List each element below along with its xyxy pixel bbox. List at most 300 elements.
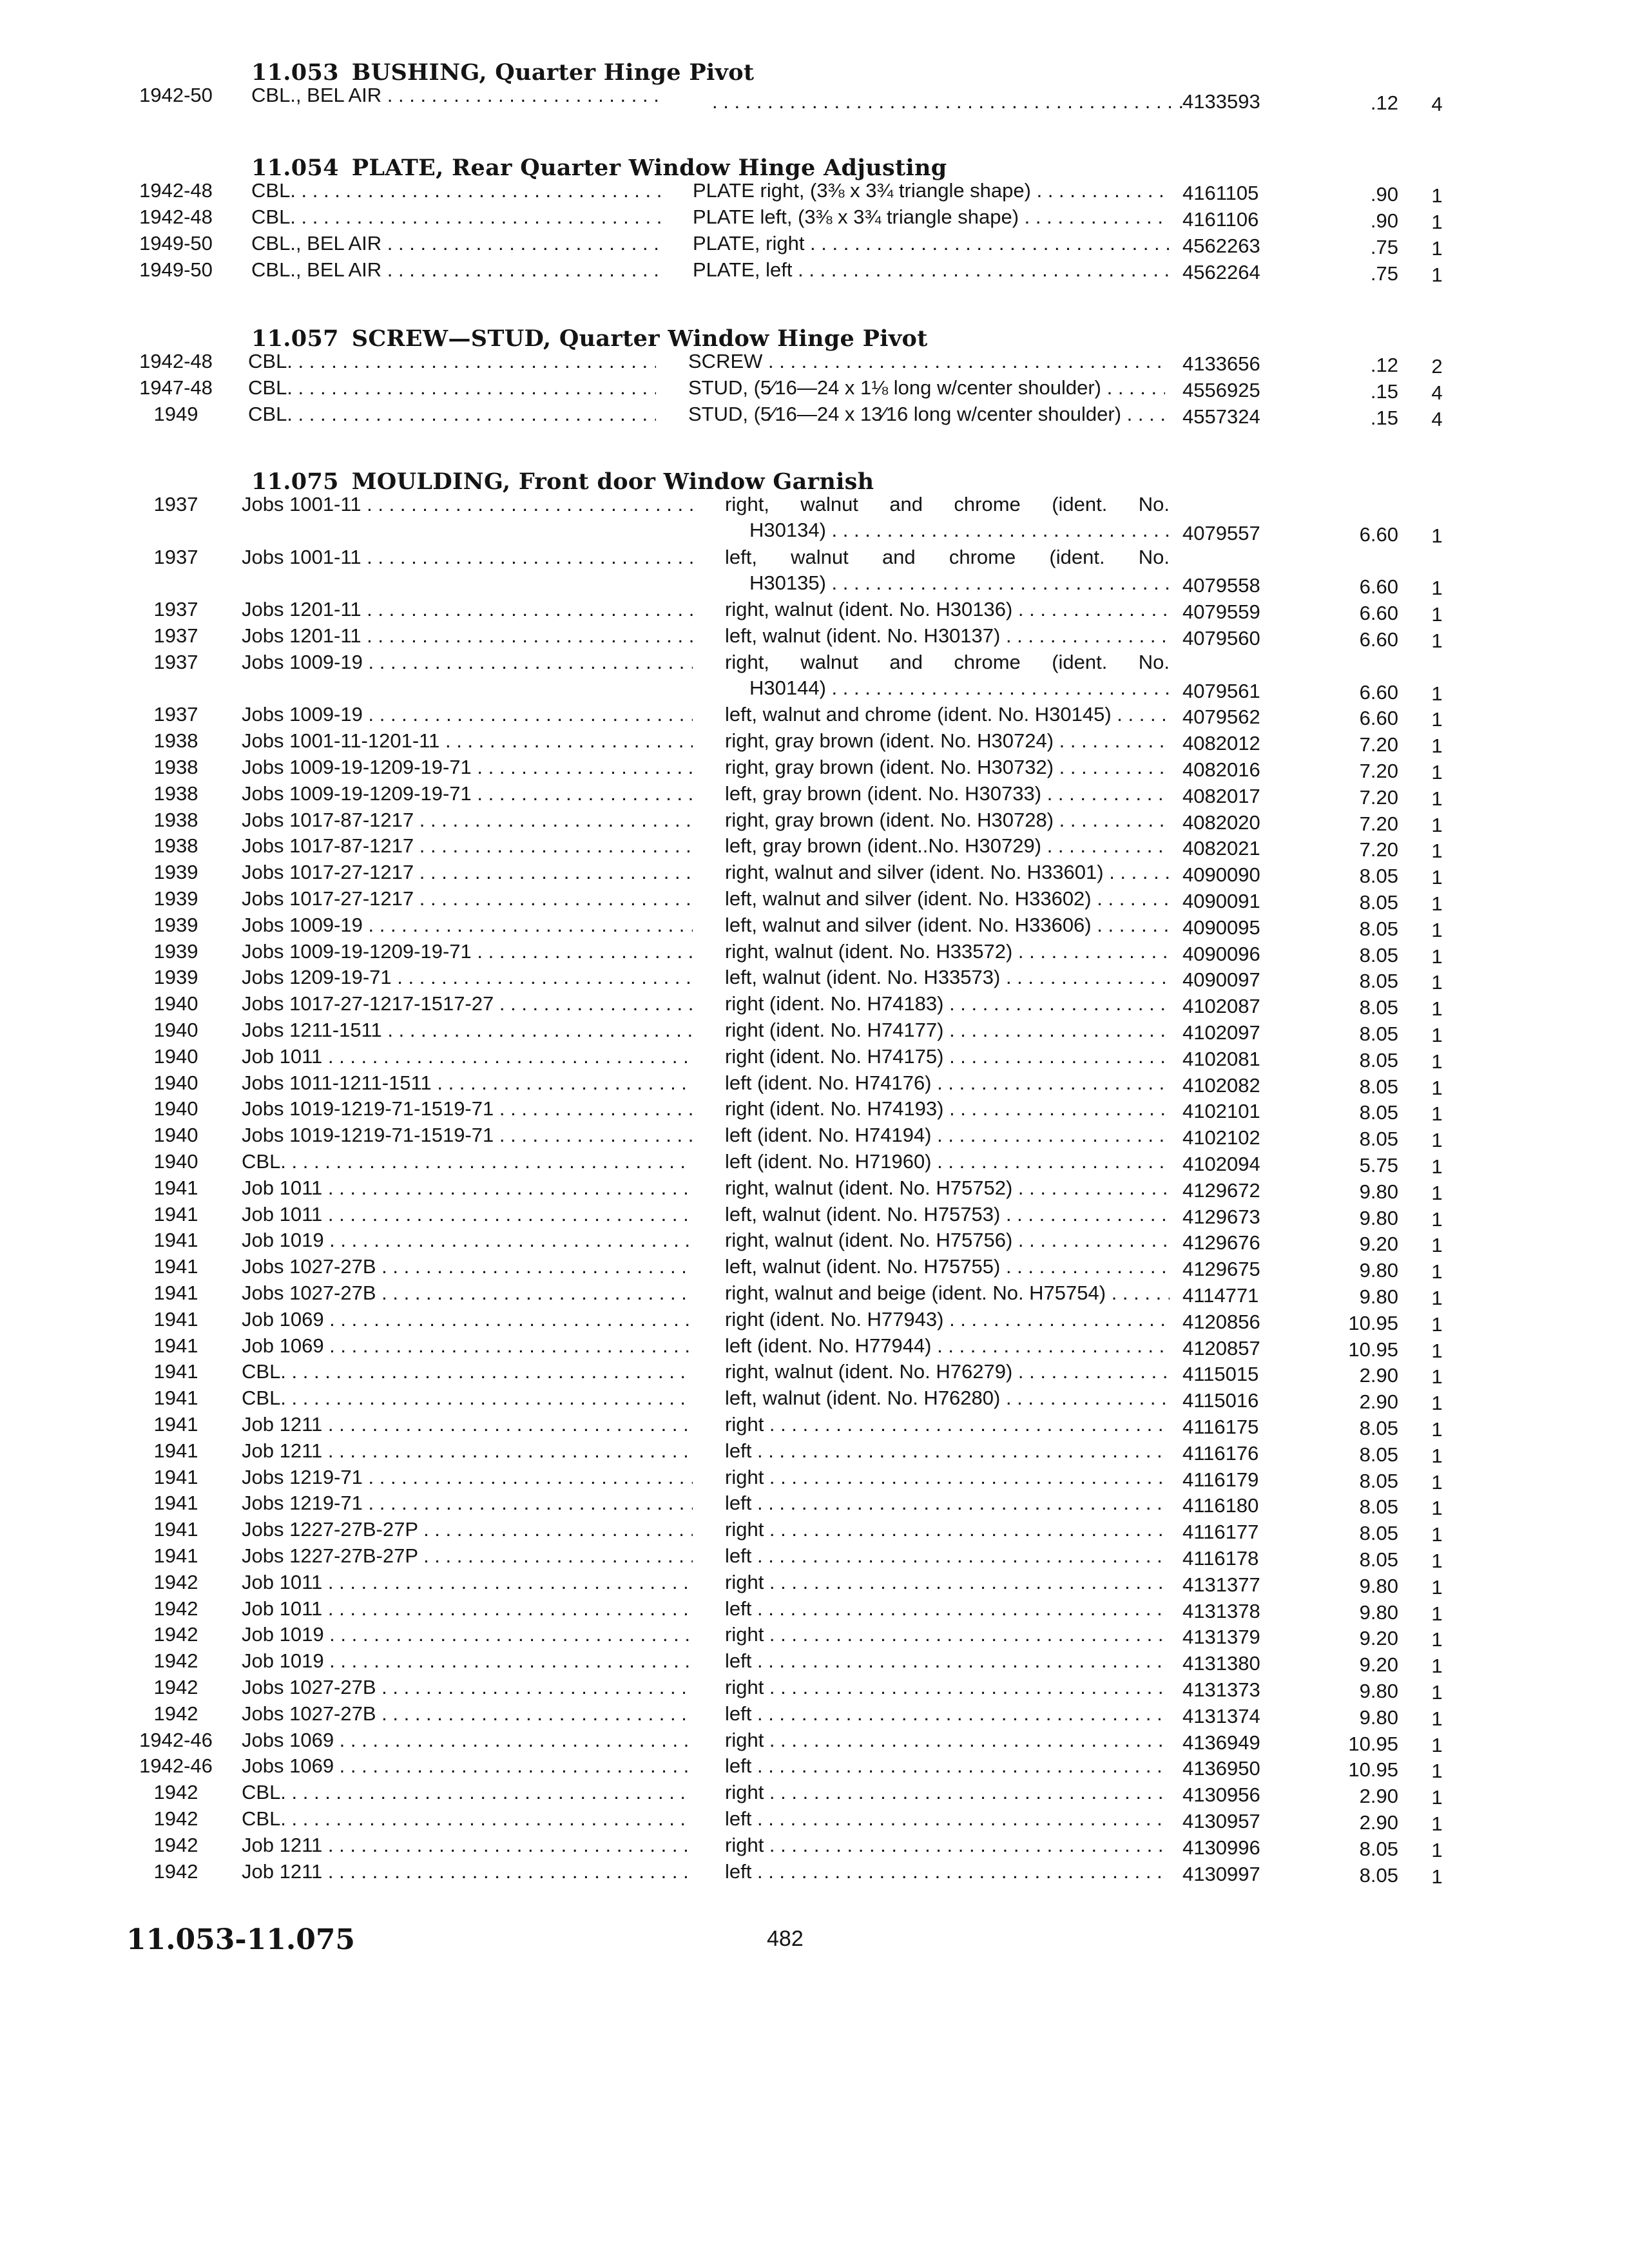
quantity-cell: 1 <box>1431 918 1443 941</box>
years-cell: 1941 <box>153 1307 198 1331</box>
model-cell: Jobs 1009-19-1209-19-71 . . . <box>242 939 693 965</box>
price-cell: 9.20 <box>1359 1627 1398 1650</box>
quantity-cell: 1 <box>1431 761 1443 783</box>
price-cell: 8.05 <box>1359 943 1398 966</box>
model-cell: Jobs 1009-19 . . . <box>242 912 693 938</box>
price-cell: 9.80 <box>1359 1706 1398 1729</box>
price-cell: .75 <box>1370 236 1398 258</box>
years-cell: 1942 <box>153 1649 198 1673</box>
part-number-cell: 4102094 <box>1182 1153 1260 1175</box>
description-cell: right (ident. No. H74175) . . . <box>725 1044 1170 1070</box>
years-cell: 1937 <box>153 598 198 621</box>
quantity-cell: 1 <box>1431 1444 1443 1467</box>
part-number-cell: 4082017 <box>1182 784 1260 807</box>
years-cell: 1939 <box>153 913 198 936</box>
model-cell: Jobs 1027-27B . . . <box>242 1280 693 1306</box>
price-cell: 7.20 <box>1359 760 1398 782</box>
quantity-cell: 1 <box>1431 1602 1443 1625</box>
description-cell: left (ident. No. H74176) . . . <box>725 1070 1170 1096</box>
model-cell: CBL., BEL AIR . . . <box>251 82 660 108</box>
description-cell: PLATE, left . . . <box>693 257 1170 283</box>
quantity-cell: 1 <box>1431 1365 1443 1389</box>
description-cell: left, walnut and chrome (ident. No. H30135) . . . <box>725 544 1170 597</box>
parts-row <box>0 1096 1629 1126</box>
years-cell: 1941 <box>153 1413 198 1436</box>
description-cell: STUD, (5⁄16—24 x 13⁄16 long w/center shoulder) . . . <box>688 401 1165 427</box>
quantity-cell: 1 <box>1431 237 1443 260</box>
years-cell: 1942-46 <box>139 1728 213 1751</box>
price-cell: 8.05 <box>1359 1443 1398 1466</box>
description-cell: left, walnut (ident. No. H33573) . . . <box>725 965 1170 990</box>
years-cell: 1937 <box>153 650 198 673</box>
part-number-cell: 4116176 <box>1182 1441 1259 1465</box>
quantity-cell: 2 <box>1431 355 1443 378</box>
years-cell: 1942-48 <box>139 179 213 202</box>
section-number: 11.075 <box>251 468 339 495</box>
parts-row <box>0 1701 1629 1730</box>
quantity-cell: 1 <box>1431 866 1443 889</box>
parts-row <box>0 401 1629 430</box>
quantity-cell: 1 <box>1431 1865 1443 1888</box>
model-cell: Job 1011 . . . <box>242 1570 693 1595</box>
parts-row <box>0 178 1629 207</box>
model-cell: Job 1069 . . . <box>242 1333 693 1359</box>
model-cell: Job 1019 . . . <box>242 1622 693 1648</box>
parts-row <box>0 204 1629 233</box>
part-number-cell: 4079560 <box>1182 627 1260 649</box>
description-cell: right, gray brown (ident. No. H30724) . . . <box>725 728 1170 754</box>
price-cell: 8.05 <box>1359 1522 1398 1545</box>
price-cell: 8.05 <box>1359 1548 1398 1571</box>
part-number-cell: 4082012 <box>1182 732 1260 755</box>
parts-row <box>0 1543 1629 1572</box>
part-number-cell: 4102102 <box>1182 1126 1260 1149</box>
quantity-cell: 1 <box>1431 708 1443 731</box>
price-cell: 8.05 <box>1359 996 1398 1019</box>
part-number-cell: 4082016 <box>1182 758 1260 781</box>
model-cell: Jobs 1227-27B-27P . . . <box>242 1543 693 1569</box>
description-cell: right . . . <box>725 1517 1170 1542</box>
description-cell: right . . . <box>725 1622 1170 1648</box>
parts-row <box>0 1465 1629 1494</box>
part-number-cell: 4130997 <box>1182 1862 1260 1885</box>
part-number-cell: 4116179 <box>1182 1468 1259 1491</box>
years-cell: 1939 <box>153 861 198 884</box>
quantity-cell: 4 <box>1431 408 1443 430</box>
parts-row <box>0 1017 1629 1046</box>
parts-row <box>0 492 1629 547</box>
model-cell: CBL. . . . <box>242 1780 693 1805</box>
part-number-cell: 4129676 <box>1182 1231 1260 1254</box>
parts-row <box>0 231 1629 260</box>
model-cell: Jobs 1017-27-1217 . . . <box>242 886 693 912</box>
description-cell: left, walnut (ident. No. H75755) . . . <box>725 1254 1170 1280</box>
model-cell: Job 1211 . . . <box>242 1859 693 1885</box>
quantity-cell: 1 <box>1431 1260 1443 1283</box>
years-cell: 1938 <box>153 782 198 805</box>
description-cell <box>712 89 1189 115</box>
parts-row <box>0 912 1629 941</box>
years-cell: 1939 <box>153 887 198 910</box>
years-cell: 1941 <box>153 1544 198 1567</box>
description-cell: left, walnut and chrome (ident. No. H30145) . . . <box>725 702 1170 727</box>
quantity-cell: 1 <box>1431 945 1443 968</box>
part-number-cell: 4133593 <box>1182 90 1260 113</box>
price-cell: 9.20 <box>1359 1233 1398 1256</box>
description-cell: right . . . <box>725 1675 1170 1700</box>
years-cell: 1942 <box>153 1597 198 1620</box>
price-cell: .90 <box>1370 183 1398 206</box>
quantity-cell: 1 <box>1431 1575 1443 1599</box>
years-cell: 1941 <box>153 1176 198 1199</box>
part-number-cell: 4079558 <box>1182 574 1260 597</box>
model-cell: Jobs 1019-1219-71-1519-71 . . . <box>242 1096 693 1122</box>
description-cell: left . . . <box>725 1648 1170 1674</box>
model-cell: CBL. . . . <box>251 178 660 204</box>
quantity-cell: 1 <box>1431 1155 1443 1178</box>
part-number-cell: 4102101 <box>1182 1100 1260 1123</box>
description-cell: right, walnut (ident. No. H75756) . . . <box>725 1227 1170 1253</box>
model-cell: CBL., BEL AIR . . . <box>251 231 660 256</box>
description-cell: right, walnut and beige (ident. No. H75754) . . . <box>725 1280 1170 1306</box>
parts-row <box>0 1333 1629 1362</box>
price-cell: 8.05 <box>1359 1863 1398 1887</box>
part-number-cell: 4161106 <box>1182 208 1259 231</box>
years-cell: 1942 <box>153 1623 198 1646</box>
description-cell: left (ident. No. H74194) . . . <box>725 1122 1170 1148</box>
part-number-cell: 4131378 <box>1182 1599 1260 1622</box>
quantity-cell: 1 <box>1431 1523 1443 1546</box>
part-number-cell: 4102097 <box>1182 1021 1260 1044</box>
section-number: 11.057 <box>251 325 339 352</box>
quantity-cell: 1 <box>1431 1129 1443 1152</box>
description-cell: right . . . <box>725 1465 1170 1490</box>
price-cell: 6.60 <box>1359 602 1398 625</box>
years-cell: 1940 <box>153 1019 198 1041</box>
quantity-cell: 1 <box>1431 997 1443 1021</box>
price-cell: 9.80 <box>1359 1600 1398 1624</box>
description-cell: right . . . <box>725 1412 1170 1437</box>
price-cell: 2.90 <box>1359 1785 1398 1808</box>
quantity-cell: 1 <box>1431 1076 1443 1099</box>
price-cell: 10.95 <box>1348 1732 1398 1755</box>
description-cell: left . . . <box>725 1490 1170 1516</box>
model-cell: Jobs 1227-27B-27P . . . <box>242 1517 693 1542</box>
years-cell: 1941 <box>153 1255 198 1278</box>
description-cell: left, walnut and silver (ident. No. H33606) . . . <box>725 912 1170 938</box>
description-cell: right (ident. No. H77943) . . . <box>725 1307 1170 1332</box>
price-cell: 6.60 <box>1359 680 1398 704</box>
description-cell: left . . . <box>725 1859 1170 1885</box>
price-cell: 8.05 <box>1359 891 1398 914</box>
quantity-cell: 1 <box>1431 787 1443 810</box>
years-cell: 1942 <box>153 1702 198 1725</box>
description-cell: right . . . <box>725 1780 1170 1805</box>
part-number-cell: 4102087 <box>1182 995 1260 1018</box>
quantity-cell: 1 <box>1431 1707 1443 1730</box>
years-cell: 1938 <box>153 756 198 778</box>
parts-row <box>0 649 1629 705</box>
parts-row <box>0 1570 1629 1599</box>
parts-row <box>0 1359 1629 1389</box>
quantity-cell: 1 <box>1431 1681 1443 1704</box>
model-cell: Jobs 1017-27-1217 . . . <box>242 860 693 885</box>
quantity-cell: 1 <box>1431 1733 1443 1756</box>
quantity-cell: 1 <box>1431 682 1443 705</box>
parts-row <box>0 754 1629 783</box>
parts-row <box>0 1859 1629 1888</box>
part-number-cell: 4562264 <box>1182 261 1260 284</box>
model-cell: Jobs 1009-19 . . . <box>242 702 693 727</box>
section-number: 11.053 <box>251 59 339 86</box>
part-number-cell: 4090090 <box>1182 863 1260 887</box>
model-cell: Job 1011 . . . <box>242 1175 693 1201</box>
years-cell: 1940 <box>153 1044 198 1068</box>
parts-row <box>0 1648 1629 1678</box>
section-title: PLATE, Rear Quarter Window Hinge Adjusting <box>351 155 947 181</box>
years-cell: 1947-48 <box>139 376 213 399</box>
model-cell: CBL. . . . <box>242 1359 693 1385</box>
quantity-cell: 1 <box>1431 1786 1443 1809</box>
part-number-cell: 4115015 <box>1182 1363 1259 1386</box>
years-cell: 1938 <box>153 729 198 753</box>
quantity-cell: 1 <box>1431 1812 1443 1835</box>
quantity-cell: 1 <box>1431 1418 1443 1441</box>
part-number-cell: 4090095 <box>1182 916 1260 939</box>
model-cell: Jobs 1009-19-1209-19-71 . . . <box>242 781 693 807</box>
model-cell: Job 1211 . . . <box>242 1412 693 1437</box>
description-cell: PLATE left, (3⅜ x 3¾ triangle shape) . . . <box>693 204 1170 230</box>
parts-row <box>0 1438 1629 1467</box>
part-number-cell: 4090091 <box>1182 890 1260 912</box>
part-number-cell: 4130956 <box>1182 1783 1260 1807</box>
page-number: 482 <box>767 1927 804 1951</box>
parts-row <box>0 375 1629 404</box>
section-number: 11.054 <box>251 155 339 181</box>
quantity-cell: 1 <box>1431 603 1443 626</box>
model-cell: Jobs 1219-71 . . . <box>242 1465 693 1490</box>
years-cell: 1941 <box>153 1439 198 1462</box>
years-cell: 1942 <box>153 1860 198 1883</box>
description-cell: right (ident. No. H74183) . . . <box>725 991 1170 1017</box>
price-cell: .15 <box>1370 380 1398 403</box>
description-cell: left, walnut (ident. No. H30137) . . . <box>725 623 1170 649</box>
years-cell: 1942-48 <box>139 206 213 228</box>
part-number-cell: 4082021 <box>1182 837 1260 860</box>
model-cell: Jobs 1201-11 . . . <box>242 623 693 649</box>
years-cell: 1941 <box>153 1387 198 1410</box>
model-cell: Jobs 1011-1211-1511 . . . <box>242 1070 693 1096</box>
years-cell: 1941 <box>153 1229 198 1252</box>
price-cell: 6.60 <box>1359 523 1398 546</box>
quantity-cell: 1 <box>1431 1628 1443 1651</box>
years-cell: 1949-50 <box>139 232 213 255</box>
parts-row <box>0 1490 1629 1520</box>
years-cell: 1940 <box>153 1071 198 1094</box>
price-cell: 9.20 <box>1359 1653 1398 1677</box>
parts-row <box>0 939 1629 968</box>
price-cell: 8.05 <box>1359 970 1398 993</box>
parts-row <box>0 1122 1629 1152</box>
price-cell: 6.60 <box>1359 575 1398 599</box>
part-number-cell: 4116178 <box>1182 1547 1259 1570</box>
part-number-cell: 4115016 <box>1182 1389 1259 1412</box>
description-cell: right . . . <box>725 1570 1170 1595</box>
price-cell: 9.80 <box>1359 1285 1398 1308</box>
quantity-cell: 4 <box>1431 381 1443 404</box>
parts-row <box>0 1622 1629 1651</box>
quantity-cell: 1 <box>1431 840 1443 863</box>
parts-row <box>0 349 1629 378</box>
years-cell: 1940 <box>153 1124 198 1147</box>
parts-row <box>0 860 1629 889</box>
parts-row <box>0 1675 1629 1704</box>
quantity-cell: 1 <box>1431 264 1443 286</box>
price-cell: 7.20 <box>1359 812 1398 835</box>
section-title: BUSHING, Quarter Hinge Pivot <box>351 59 755 86</box>
parts-row <box>0 1517 1629 1546</box>
part-number-cell: 4090096 <box>1182 942 1260 965</box>
price-cell: 8.05 <box>1359 1495 1398 1519</box>
section-heading <box>251 325 928 352</box>
years-cell: 1942 <box>153 1807 198 1830</box>
quantity-cell: 1 <box>1431 1339 1443 1362</box>
parts-row <box>0 544 1629 600</box>
quantity-cell: 1 <box>1431 1470 1443 1494</box>
years-cell: 1942 <box>153 1833 198 1856</box>
parts-row <box>0 702 1629 731</box>
description-cell: PLATE, right . . . <box>693 231 1170 256</box>
model-cell: Jobs 1209-19-71 . . . <box>242 965 693 990</box>
part-number-cell: 4129675 <box>1182 1258 1260 1281</box>
section-heading <box>251 155 947 181</box>
parts-row <box>0 1044 1629 1073</box>
price-cell: .75 <box>1370 262 1398 285</box>
price-cell: 2.90 <box>1359 1364 1398 1387</box>
quantity-cell: 1 <box>1431 1760 1443 1783</box>
model-cell: Job 1019 . . . <box>242 1227 693 1253</box>
price-cell: 8.05 <box>1359 1101 1398 1124</box>
part-number-cell: 4131373 <box>1182 1678 1260 1701</box>
years-cell: 1937 <box>153 703 198 726</box>
model-cell: Job 1211 . . . <box>242 1832 693 1858</box>
description-cell: PLATE right, (3⅜ x 3¾ triangle shape) . . . <box>693 178 1170 204</box>
price-cell: 2.90 <box>1359 1811 1398 1834</box>
part-number-cell: 4136950 <box>1182 1757 1260 1780</box>
part-number-cell: 4131380 <box>1182 1652 1260 1675</box>
part-number-cell: 4082020 <box>1182 811 1260 834</box>
model-cell: Jobs 1001-11 . . . <box>242 492 693 517</box>
parts-row <box>0 597 1629 626</box>
model-cell: Jobs 1001-11 . . . <box>242 544 693 570</box>
description-cell: right, walnut (ident. No. H33572) . . . <box>725 939 1170 965</box>
price-cell: 6.60 <box>1359 628 1398 651</box>
price-cell: 10.95 <box>1348 1758 1398 1782</box>
model-cell: Job 1211 . . . <box>242 1438 693 1464</box>
model-cell: Jobs 1219-71 . . . <box>242 1490 693 1516</box>
price-cell: .12 <box>1370 354 1398 376</box>
years-cell: 1938 <box>153 808 198 831</box>
part-number-cell: 4131377 <box>1182 1573 1260 1596</box>
quantity-cell: 1 <box>1431 1312 1443 1336</box>
part-number-cell: 4079559 <box>1182 601 1260 624</box>
part-number-cell: 4556925 <box>1182 379 1260 401</box>
model-cell: CBL. . . . <box>242 1385 693 1411</box>
price-cell: 8.05 <box>1359 917 1398 940</box>
part-number-cell: 4129673 <box>1182 1205 1260 1228</box>
parts-row <box>0 1412 1629 1441</box>
years-cell: 1937 <box>153 624 198 647</box>
description-cell: right . . . <box>725 1832 1170 1858</box>
quantity-cell: 1 <box>1431 1181 1443 1204</box>
section-title: MOULDING, Front door Window Garnish <box>351 468 874 495</box>
description-cell: left (ident. No. H77944) . . . <box>725 1333 1170 1359</box>
years-cell: 1942-46 <box>139 1754 213 1778</box>
part-number-cell: 4079557 <box>1182 521 1260 544</box>
description-cell: STUD, (5⁄16—24 x 1⅛ long w/center shoulder) . . . <box>688 375 1165 401</box>
model-cell: CBL. . . . <box>248 375 656 401</box>
quantity-cell: 1 <box>1431 629 1443 652</box>
parts-row <box>0 807 1629 836</box>
model-cell: Job 1069 . . . <box>242 1307 693 1332</box>
price-cell: .12 <box>1370 91 1398 114</box>
price-cell: 8.05 <box>1359 1837 1398 1860</box>
years-cell: 1942-50 <box>139 84 213 106</box>
section-range-footer: 11.053-11.075 <box>126 1923 356 1956</box>
parts-row <box>0 1149 1629 1178</box>
parts-row <box>0 1806 1629 1835</box>
description-cell: right . . . <box>725 1727 1170 1753</box>
part-number-cell: 4116180 <box>1182 1494 1259 1517</box>
price-cell: 8.05 <box>1359 1023 1398 1045</box>
part-number-cell: 4557324 <box>1182 405 1260 428</box>
part-number-cell: 4130957 <box>1182 1810 1260 1832</box>
years-cell: 1941 <box>153 1282 198 1304</box>
years-cell: 1937 <box>153 493 198 515</box>
price-cell: 8.05 <box>1359 1417 1398 1439</box>
model-cell: Jobs 1069 . . . <box>242 1727 693 1753</box>
model-cell: CBL. . . . <box>248 349 656 374</box>
years-cell: 1941 <box>153 1518 198 1541</box>
description-cell: right, walnut (ident. No. H75752) . . . <box>725 1175 1170 1201</box>
quantity-cell: 1 <box>1431 892 1443 915</box>
description-cell: right, walnut and chrome (ident. No. H30144) . . . <box>725 649 1170 702</box>
description-cell: right, walnut (ident. No. H76279) . . . <box>725 1359 1170 1385</box>
parts-row <box>0 1596 1629 1625</box>
parts-row <box>0 1727 1629 1756</box>
description-cell: right, gray brown (ident. No. H30728) . . . <box>725 807 1170 833</box>
description-cell: left, walnut and silver (ident. No. H33602) . . . <box>725 886 1170 912</box>
model-cell: CBL., BEL AIR . . . <box>251 257 660 283</box>
parts-row <box>0 1832 1629 1861</box>
part-number-cell: 4131374 <box>1182 1704 1260 1727</box>
parts-row <box>0 1753 1629 1783</box>
price-cell: 2.90 <box>1359 1390 1398 1414</box>
model-cell: Job 1011 . . . <box>242 1596 693 1622</box>
years-cell: 1940 <box>153 992 198 1015</box>
description-cell: right, walnut and silver (ident. No. H33601) . . . <box>725 860 1170 885</box>
years-cell: 1940 <box>153 1150 198 1173</box>
part-number-cell: 4102082 <box>1182 1073 1260 1097</box>
description-cell: left, gray brown (ident..No. H30729) . . . <box>725 833 1170 859</box>
price-cell: 8.05 <box>1359 1048 1398 1072</box>
description-cell: left . . . <box>725 1753 1170 1779</box>
years-cell: 1939 <box>153 939 198 963</box>
description-cell: right (ident. No. H74193) . . . <box>725 1096 1170 1122</box>
model-cell: CBL. . . . <box>248 401 656 427</box>
part-number-cell: 4090097 <box>1182 968 1260 992</box>
parts-row <box>0 991 1629 1021</box>
